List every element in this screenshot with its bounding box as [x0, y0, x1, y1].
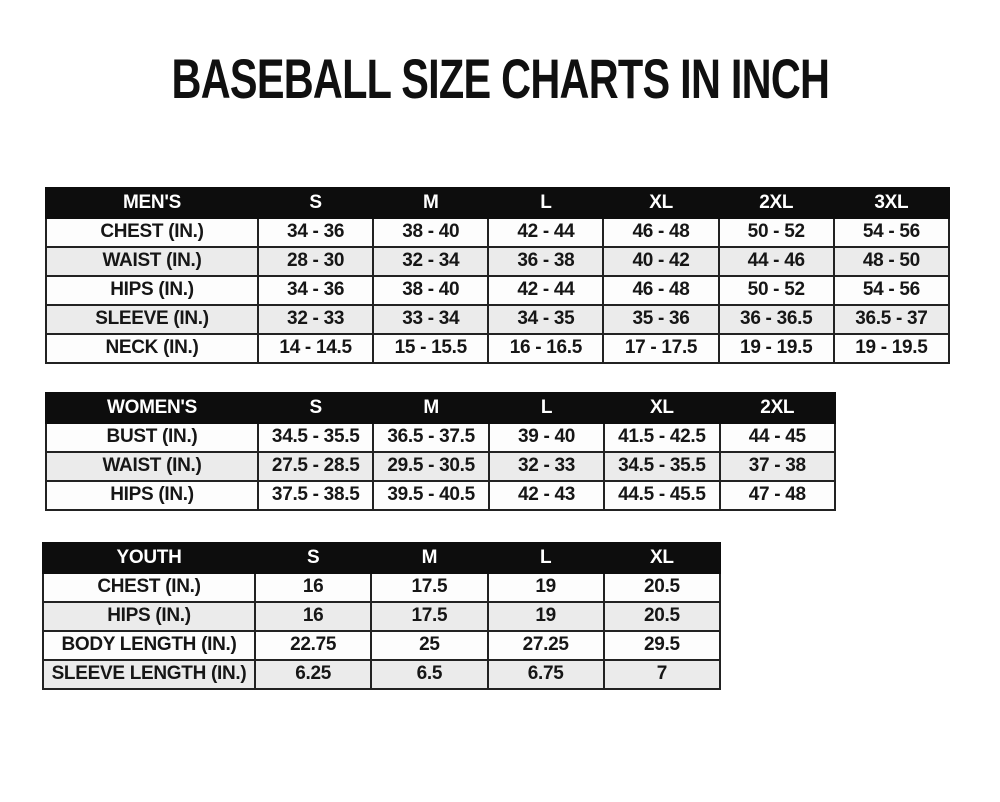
page-title-container [0, 47, 1000, 110]
size-value-cell: 44 - 45 [720, 423, 835, 452]
size-value-cell: 42 - 44 [488, 218, 603, 247]
row-label: SLEEVE (IN.) [46, 305, 258, 334]
size-value-cell: 34 - 36 [258, 218, 373, 247]
size-value-cell: 42 - 43 [489, 481, 604, 510]
womens-size-col-2xl: 2XL [720, 393, 835, 423]
mens-table-row [46, 305, 949, 334]
size-value-cell: 35 - 36 [603, 305, 718, 334]
size-value-cell: 34.5 - 35.5 [604, 452, 719, 481]
mens-size-col-s: S [258, 188, 373, 218]
row-label: CHEST (IN.) [46, 218, 258, 247]
youth-size-col-m: M [371, 543, 487, 573]
mens-size-col-3xl: 3XL [834, 188, 949, 218]
youth-header-label: YOUTH [43, 543, 255, 573]
size-value-cell: 54 - 56 [834, 276, 949, 305]
size-value-cell: 20.5 [604, 602, 720, 631]
youth-size-col-s: S [255, 543, 371, 573]
mens-header-row [46, 188, 949, 218]
page-title: BASEBALL SIZE CHARTS IN INCH [171, 47, 829, 110]
size-value-cell: 38 - 40 [373, 276, 488, 305]
youth-table-row [43, 602, 720, 631]
womens-table-row [46, 481, 835, 510]
size-value-cell: 54 - 56 [834, 218, 949, 247]
size-value-cell: 41.5 - 42.5 [604, 423, 719, 452]
youth-header-row [43, 543, 720, 573]
size-value-cell: 36.5 - 37 [834, 305, 949, 334]
size-value-cell: 46 - 48 [603, 276, 718, 305]
womens-header-label: WOMEN'S [46, 393, 258, 423]
size-value-cell: 37 - 38 [720, 452, 835, 481]
size-value-cell: 44 - 46 [719, 247, 834, 276]
size-value-cell: 44.5 - 45.5 [604, 481, 719, 510]
size-value-cell: 16 [255, 573, 371, 602]
row-label: NECK (IN.) [46, 334, 258, 363]
row-label: WAIST (IN.) [46, 247, 258, 276]
mens-table-row [46, 276, 949, 305]
row-label: SLEEVE LENGTH (IN.) [43, 660, 255, 689]
size-value-cell: 6.5 [371, 660, 487, 689]
mens-table-row [46, 334, 949, 363]
size-value-cell: 16 - 16.5 [488, 334, 603, 363]
womens-size-table [45, 392, 836, 511]
mens-table-row [46, 218, 949, 247]
row-label: BODY LENGTH (IN.) [43, 631, 255, 660]
mens-size-col-2xl: 2XL [719, 188, 834, 218]
row-label: WAIST (IN.) [46, 452, 258, 481]
row-label: HIPS (IN.) [46, 481, 258, 510]
womens-size-col-l: L [489, 393, 604, 423]
size-value-cell: 33 - 34 [373, 305, 488, 334]
youth-size-col-l: L [488, 543, 604, 573]
womens-size-col-s: S [258, 393, 373, 423]
size-value-cell: 6.75 [488, 660, 604, 689]
womens-table-row [46, 452, 835, 481]
size-value-cell: 50 - 52 [719, 218, 834, 247]
womens-header-row [46, 393, 835, 423]
size-value-cell: 19 [488, 573, 604, 602]
mens-header-label: MEN'S [46, 188, 258, 218]
size-value-cell: 36.5 - 37.5 [373, 423, 488, 452]
size-value-cell: 42 - 44 [488, 276, 603, 305]
size-value-cell: 7 [604, 660, 720, 689]
size-value-cell: 29.5 [604, 631, 720, 660]
mens-table-row [46, 247, 949, 276]
size-value-cell: 27.5 - 28.5 [258, 452, 373, 481]
size-value-cell: 29.5 - 30.5 [373, 452, 488, 481]
size-value-cell: 39 - 40 [489, 423, 604, 452]
size-value-cell: 20.5 [604, 573, 720, 602]
size-value-cell: 28 - 30 [258, 247, 373, 276]
size-value-cell: 50 - 52 [719, 276, 834, 305]
womens-table-row [46, 423, 835, 452]
youth-table-row [43, 573, 720, 602]
size-value-cell: 37.5 - 38.5 [258, 481, 373, 510]
size-value-cell: 46 - 48 [603, 218, 718, 247]
size-value-cell: 34.5 - 35.5 [258, 423, 373, 452]
size-value-cell: 32 - 33 [258, 305, 373, 334]
row-label: CHEST (IN.) [43, 573, 255, 602]
youth-table-row [43, 631, 720, 660]
size-value-cell: 15 - 15.5 [373, 334, 488, 363]
size-value-cell: 19 [488, 602, 604, 631]
size-value-cell: 38 - 40 [373, 218, 488, 247]
size-value-cell: 25 [371, 631, 487, 660]
row-label: BUST (IN.) [46, 423, 258, 452]
size-value-cell: 34 - 35 [488, 305, 603, 334]
mens-size-col-l: L [488, 188, 603, 218]
size-value-cell: 34 - 36 [258, 276, 373, 305]
size-value-cell: 48 - 50 [834, 247, 949, 276]
size-value-cell: 47 - 48 [720, 481, 835, 510]
mens-size-col-m: M [373, 188, 488, 218]
size-value-cell: 17 - 17.5 [603, 334, 718, 363]
womens-size-col-m: M [373, 393, 488, 423]
size-value-cell: 19 - 19.5 [834, 334, 949, 363]
size-value-cell: 36 - 38 [488, 247, 603, 276]
size-value-cell: 22.75 [255, 631, 371, 660]
size-value-cell: 32 - 34 [373, 247, 488, 276]
size-value-cell: 27.25 [488, 631, 604, 660]
mens-size-col-xl: XL [603, 188, 718, 218]
size-value-cell: 16 [255, 602, 371, 631]
size-value-cell: 39.5 - 40.5 [373, 481, 488, 510]
row-label: HIPS (IN.) [43, 602, 255, 631]
size-value-cell: 40 - 42 [603, 247, 718, 276]
youth-table-row [43, 660, 720, 689]
size-value-cell: 19 - 19.5 [719, 334, 834, 363]
size-value-cell: 6.25 [255, 660, 371, 689]
row-label: HIPS (IN.) [46, 276, 258, 305]
youth-size-col-xl: XL [604, 543, 720, 573]
size-value-cell: 32 - 33 [489, 452, 604, 481]
size-value-cell: 17.5 [371, 573, 487, 602]
mens-size-table [45, 187, 950, 364]
womens-size-col-xl: XL [604, 393, 719, 423]
size-value-cell: 17.5 [371, 602, 487, 631]
size-value-cell: 14 - 14.5 [258, 334, 373, 363]
size-value-cell: 36 - 36.5 [719, 305, 834, 334]
youth-size-table [42, 542, 721, 690]
